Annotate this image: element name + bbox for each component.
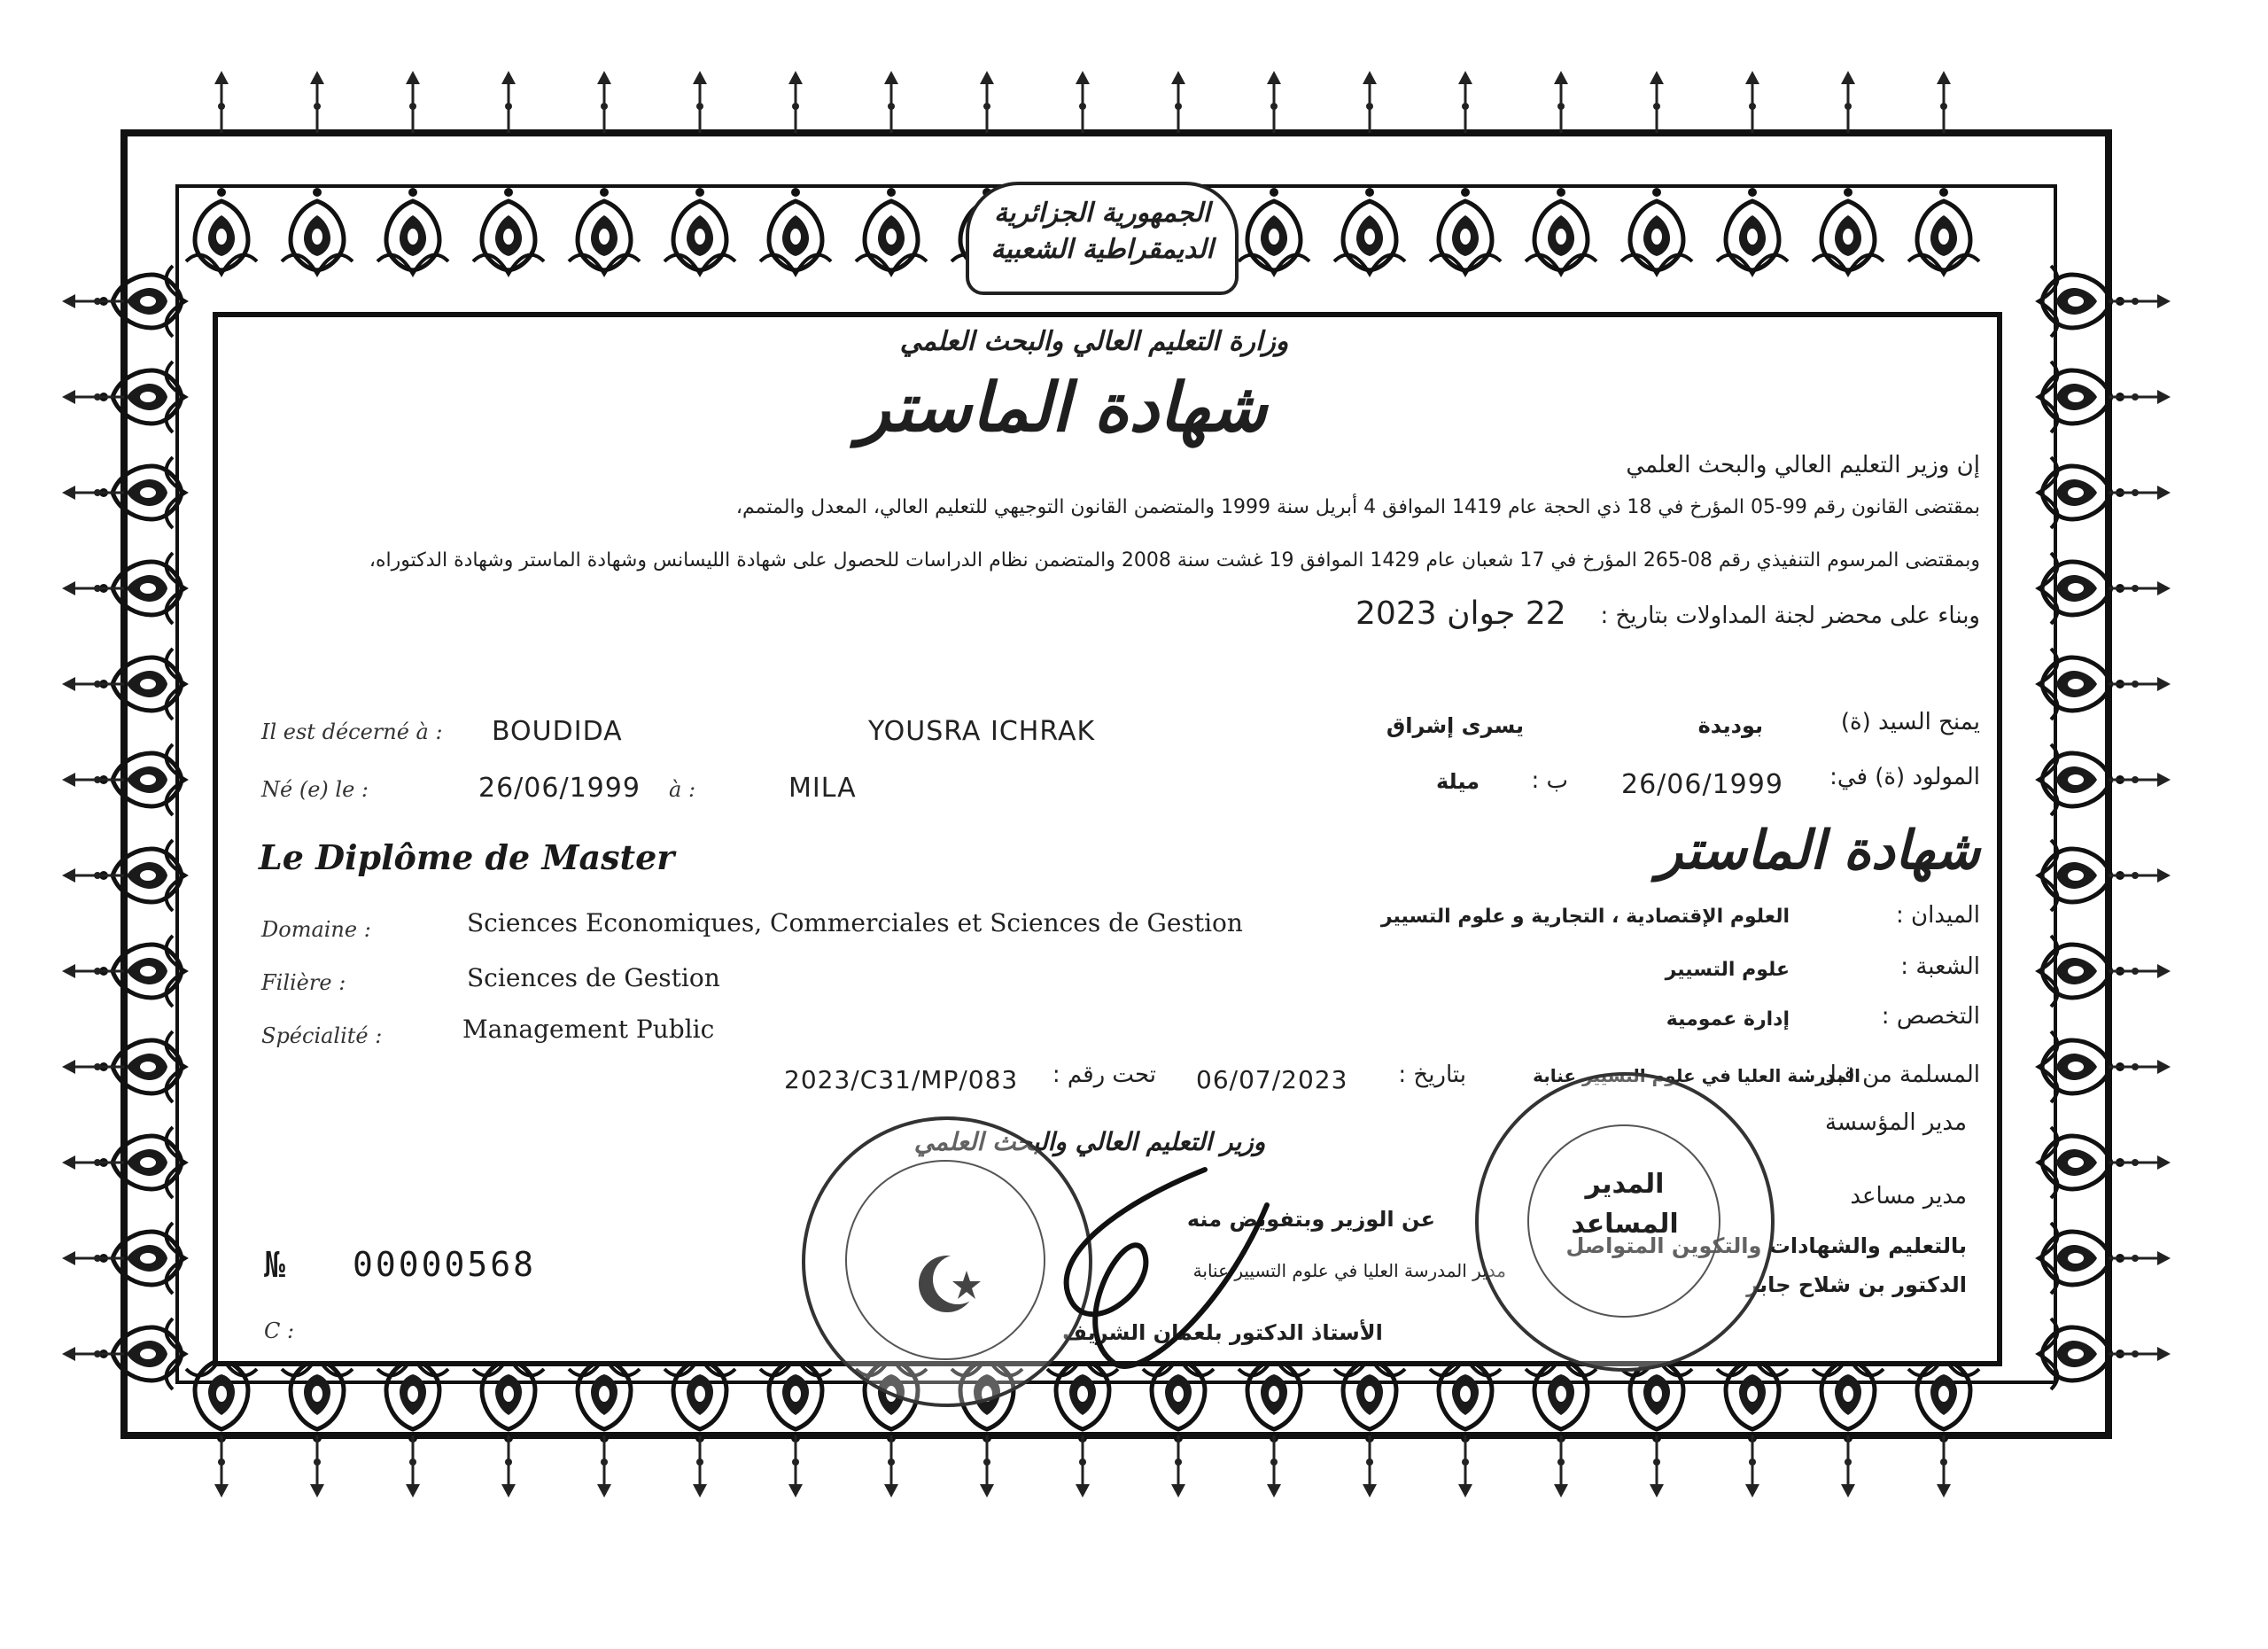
- crescent-star-icon: [894, 1235, 1000, 1324]
- deliberation-label: وبناء على محضر لجنة المداولات بتاريخ :: [1600, 603, 1980, 629]
- issuance-date-label: بتاريخ :: [1398, 1062, 1466, 1088]
- domain-ar: العلوم الإقتصادية ، التجارية و علوم التسيير: [1380, 906, 1790, 928]
- diploma-title-fr: Le Diplôme de Master: [259, 837, 675, 877]
- branch-ar: علوم التسيير: [1665, 959, 1790, 981]
- issuance-number-label: تحت رقم :: [1052, 1062, 1156, 1088]
- handwritten-signature: [1010, 1152, 1293, 1382]
- born-label-ar: المولود (ة) في:: [1829, 764, 1980, 790]
- stamp-right-title: المدير: [1585, 1169, 1665, 1200]
- spec-ar: إدارة عمومية: [1666, 1008, 1790, 1031]
- diploma-title-ar: شهادة الماستر: [1657, 820, 1980, 882]
- awarded-label-ar: يمنح السيد (ة): [1840, 709, 1980, 735]
- at-label-ar: ب :: [1531, 767, 1568, 794]
- republic-cartouche: [966, 182, 1239, 295]
- republic-line1: الجمهورية الجزائرية: [994, 198, 1210, 229]
- doctor-name: الدكتور بن شلاح جابر: [1746, 1272, 1967, 1297]
- preamble-line1: إن وزير التعليم العالي والبحث العلمي: [1626, 452, 1980, 478]
- birth-place-fr: MILA: [788, 773, 857, 804]
- stamp-right-sub: المساعد: [1571, 1209, 1679, 1240]
- at-label-fr: à :: [669, 777, 696, 802]
- minister-title: وزير التعليم العالي والبحث العلمي: [913, 1127, 1266, 1156]
- birth-date-ar-side: 26/06/1999: [1621, 769, 1783, 800]
- spec-label-ar: التخصص :: [1881, 1003, 1980, 1030]
- issuance-date: 06/07/2023: [1196, 1065, 1348, 1094]
- spec-label-fr: Spécialité :: [261, 1023, 383, 1048]
- domain-label-ar: الميدان :: [1895, 902, 1980, 929]
- republic-line2: الديمقراطية الشعبية: [990, 234, 1214, 265]
- director-label: مدير المؤسسة: [1825, 1109, 1967, 1136]
- branch-fr: Sciences de Gestion: [467, 963, 720, 992]
- preamble-line2: بمقتضى القانون رقم 99-05 المؤرخ في 18 ذي الحجة عام 1419 الموافق 4 أبريل سنة 1999 والمتضمن القانون التوجيهي للتعليم العالي، المعدل والمتمم،: [735, 496, 1980, 518]
- serial-number: 00000568: [353, 1245, 537, 1284]
- spec-fr: Management Public: [462, 1015, 715, 1044]
- delegation-text: عن الوزير وبتفويض منه: [1186, 1207, 1435, 1232]
- official-stamp-right: [1475, 1072, 1775, 1372]
- surname-fr: BOUDIDA: [492, 716, 623, 747]
- given-name-ar: يسرى إشراق: [1386, 713, 1524, 738]
- given-name-fr: YOUSRA ICHRAK: [868, 716, 1096, 747]
- delivered-by-label: المسلمة من قبل :: [1804, 1062, 1980, 1088]
- birth-place-ar: ميلة: [1435, 769, 1480, 794]
- birth-date-fr: 26/06/1999: [478, 773, 641, 804]
- serial-code-label: C :: [264, 1318, 295, 1343]
- issuing-institution: المدرسة العليا في علوم التسيير عنابة: [1533, 1065, 1860, 1086]
- branch-label-ar: الشعبة :: [1900, 953, 1980, 980]
- surname-ar: بوديدة: [1697, 713, 1763, 738]
- school-director-text: مدير المدرسة العليا في علوم التسيير عنابة: [1192, 1260, 1506, 1281]
- professor-name: الأستاذ الدكتور بلعمان الشريف: [1062, 1320, 1383, 1345]
- department-text: بالتعليم والشهادات والتكوين المتواصل: [1565, 1233, 1967, 1258]
- domain-label-fr: Domaine :: [261, 917, 371, 942]
- issuance-number: 2023/C31/MP/083: [784, 1065, 1019, 1094]
- diploma-title-ar-header: شهادة الماستر: [858, 368, 1267, 447]
- deliberation-date: 22 جوان 2023: [1355, 595, 1566, 632]
- serial-prefix: №: [264, 1245, 286, 1286]
- preamble-line3: وبمقتضى المرسوم التنفيذي رقم 08-265 المؤرخ في 17 شعبان عام 1429 الموافق 19 غشت سنة 2008 والمتضمن نظام الدراسات للحصول على شهادة الليسانس وشهادة الماستر وشهادة الدكتوراه،: [369, 549, 1980, 572]
- awarded-label-fr: Il est décerné à :: [261, 719, 443, 744]
- branch-label-fr: Filière :: [261, 970, 346, 995]
- born-label-fr: Né (e) le :: [261, 777, 369, 802]
- deputy-director: مدير مساعد: [1850, 1183, 1967, 1210]
- ministry-name: وزارة التعليم العالي والبحث العلمي: [899, 326, 1289, 357]
- domain-fr: Sciences Economiques, Commerciales et Sciences de Gestion: [467, 908, 1243, 937]
